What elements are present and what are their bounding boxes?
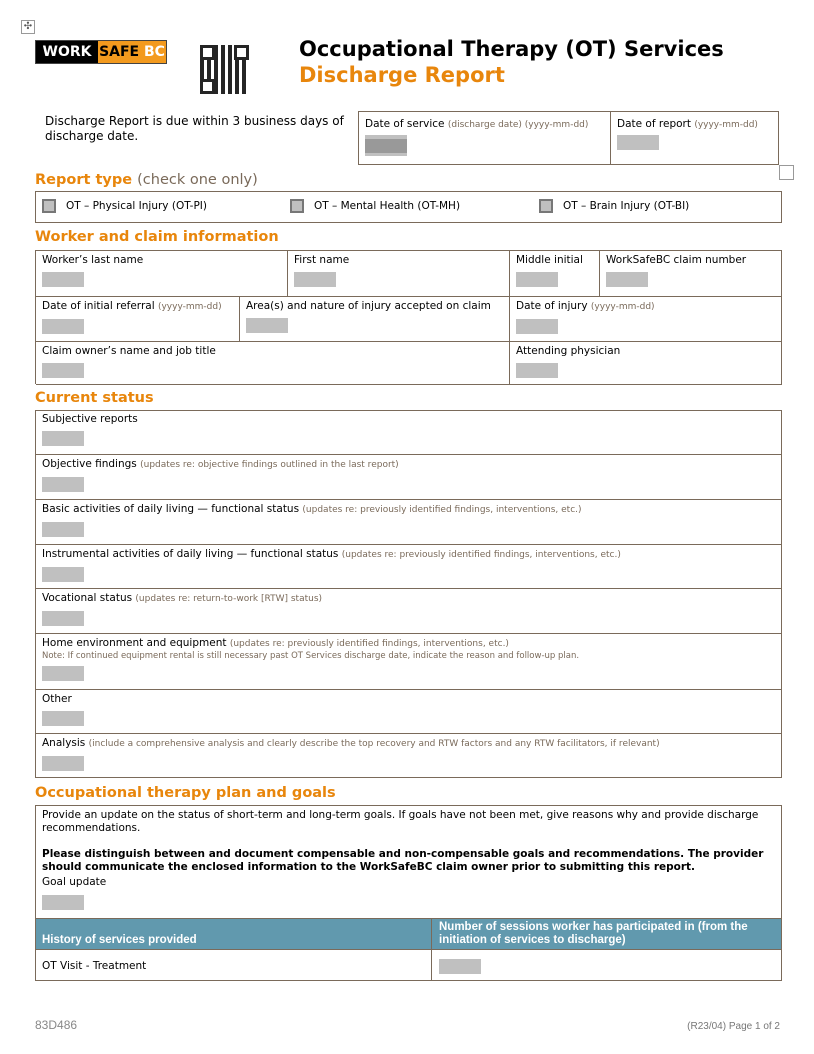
vocational-status-field[interactable]: Vocational status (updates re: return-to-work [RTW] status): [35, 589, 782, 634]
page-subtitle: Discharge Report: [299, 63, 505, 87]
checkbox[interactable]: [42, 199, 56, 213]
claim-number-field[interactable]: WorkSafeBC claim number: [600, 251, 782, 297]
worker-heading: Worker and claim information: [35, 229, 279, 245]
option-brain-injury[interactable]: OT – Brain Injury (OT-BI): [539, 199, 689, 213]
claim-owner-field[interactable]: Claim owner’s name and job title: [36, 342, 510, 385]
plan-heading: Occupational therapy plan and goals: [35, 785, 336, 801]
report-type-heading: Report type (check one only): [35, 172, 258, 188]
dates-box: [358, 111, 779, 165]
worker-table: [35, 250, 782, 384]
middle-initial-field[interactable]: Middle initial: [510, 251, 600, 297]
history-header: History of services provided: [42, 934, 197, 946]
other-field[interactable]: Other: [35, 690, 782, 734]
page-number: (R23/04) Page 1 of 2: [687, 1021, 780, 1032]
move-handle-icon[interactable]: ✣: [21, 20, 35, 34]
injury-date-field[interactable]: Date of injury (yyyy-mm-dd): [510, 297, 782, 342]
due-note: Discharge Report is due within 3 business days of discharge date.: [45, 114, 344, 143]
objective-findings-field[interactable]: Objective findings (updates re: objective findings outlined in the last report): [35, 455, 782, 500]
report-type-box: [35, 191, 782, 223]
checkbox[interactable]: [539, 199, 553, 213]
last-name-field[interactable]: Worker’s last name: [36, 251, 288, 297]
date-of-report-field[interactable]: Date of report (yyyy-mm-dd): [617, 118, 758, 150]
checkbox-small[interactable]: [779, 165, 794, 180]
option-mental-health[interactable]: OT – Mental Health (OT-MH): [290, 199, 460, 213]
plan-intro: Provide an update on the status of short-term and long-term goals. If goals have not been met, give reasons why and provide discharge recommendations.: [42, 809, 759, 834]
worksafebc-logo: WORK SAFE BC: [35, 40, 167, 64]
plan-box: [35, 805, 782, 981]
current-status-heading: Current status: [35, 390, 154, 406]
first-name-field[interactable]: First name: [288, 251, 510, 297]
analysis-field[interactable]: Analysis (include a comprehensive analysis and clearly describe the top recovery and RTW factors and any RTW facilitators, if relevant): [35, 734, 782, 778]
instrumental-adl-field[interactable]: Instrumental activities of daily living — functional status (updates re: previously identified findings, interventions, etc.): [35, 545, 782, 589]
table-row: [36, 950, 781, 980]
sessions-header: Number of sessions worker has participated in (from the initiation of services to discharge): [439, 921, 748, 946]
checkbox[interactable]: [290, 199, 304, 213]
goal-update-field[interactable]: [42, 895, 84, 910]
sessions-field[interactable]: [439, 959, 481, 974]
service-cell: OT Visit - Treatment: [42, 960, 147, 972]
goal-update-label: Goal update: [42, 876, 107, 888]
basic-adl-field[interactable]: Basic activities of daily living — functional status (updates re: previously identified findings, interventions, etc.): [35, 500, 782, 545]
injury-areas-field[interactable]: Area(s) and nature of injury accepted on claim: [240, 297, 510, 342]
page-title: Occupational Therapy (OT) Services: [299, 37, 724, 61]
qr-code: [200, 45, 249, 94]
date-of-service-field[interactable]: Date of service (discharge date) (yyyy-mm-dd): [365, 118, 588, 156]
physician-field[interactable]: Attending physician: [510, 342, 782, 385]
option-physical-injury[interactable]: OT – Physical Injury (OT-PI): [42, 199, 207, 213]
referral-date-field[interactable]: Date of initial referral (yyyy-mm-dd): [36, 297, 240, 342]
subjective-reports-field[interactable]: Subjective reports: [35, 410, 782, 455]
home-environment-field[interactable]: Home environment and equipment (updates re: previously identified findings, interventions, etc.) Note: If continued equipment rental is still necessary past OT Services discharge date, indicate the reason and follow-up plan.: [35, 634, 782, 690]
form-code: 83D486: [35, 1018, 78, 1032]
plan-bold-note: Please distinguish between and document compensable and non-compensable goals and recommendations. The provider should communicate the enclosed information to the WorkSafeBC claim owner prior to submitting this report.: [42, 848, 764, 873]
